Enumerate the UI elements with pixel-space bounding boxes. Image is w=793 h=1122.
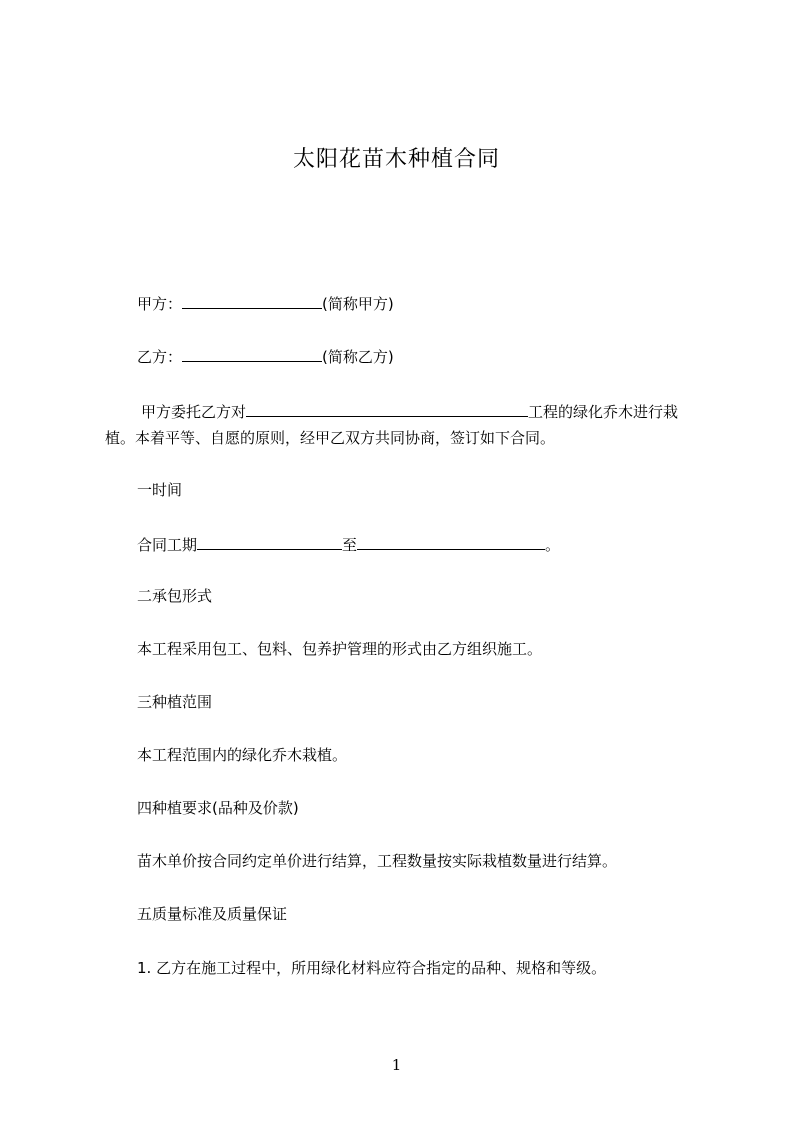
party-b-suffix: (简称乙方) (322, 348, 394, 366)
period-middle: 至 (342, 536, 358, 554)
section-4-body: 苗木单价按合同约定单价进行结算，工程数量按实际栽植数量进行结算。 (137, 852, 618, 870)
section-1-heading: 一时间 (137, 481, 183, 499)
period-end: 。 (545, 536, 561, 554)
section-3-heading: 三种植范围 (137, 693, 213, 711)
project-blank-1 (246, 400, 346, 417)
section-5-heading: 五质量标准及质量保证 (137, 905, 288, 923)
section-2-heading: 二承包形式 (137, 587, 213, 605)
section-3-body: 本工程范围内的绿化乔木栽植。 (137, 746, 348, 764)
party-a-blank (182, 292, 322, 309)
party-b-blank (182, 345, 322, 362)
intro-suffix: 工程的绿化乔木进行栽 (528, 403, 679, 421)
intro-prefix: 甲方委托乙方对 (141, 403, 247, 421)
section-4-heading: 四种植要求(品种及价款) (137, 799, 299, 817)
period-end-blank (357, 533, 545, 550)
party-a-label: 甲方： (137, 295, 183, 313)
party-a-line (137, 292, 394, 314)
party-a-suffix: (简称甲方) (322, 295, 394, 313)
document-title: 太阳花苗木种植合同 (292, 147, 500, 172)
contract-period-line (137, 533, 560, 555)
section-2-body: 本工程采用包工、包料、包养护管理的形式由乙方组织施工。 (137, 640, 543, 658)
period-prefix: 合同工期 (137, 536, 198, 554)
project-blank-2 (346, 400, 528, 417)
party-b-line (137, 345, 394, 367)
page-number: 1 (391, 1056, 402, 1074)
period-start-blank (197, 533, 342, 550)
intro-line-2: 植。本着平等、自愿的原则，经甲乙双方共同协商，签订如下合同。 (105, 429, 556, 447)
party-b-label: 乙方： (137, 348, 183, 366)
intro-line-1 (141, 400, 678, 422)
section-5-item-1: 1. 乙方在施工过程中，所用绿化材料应符合指定的品种、规格和等级。 (137, 959, 607, 977)
